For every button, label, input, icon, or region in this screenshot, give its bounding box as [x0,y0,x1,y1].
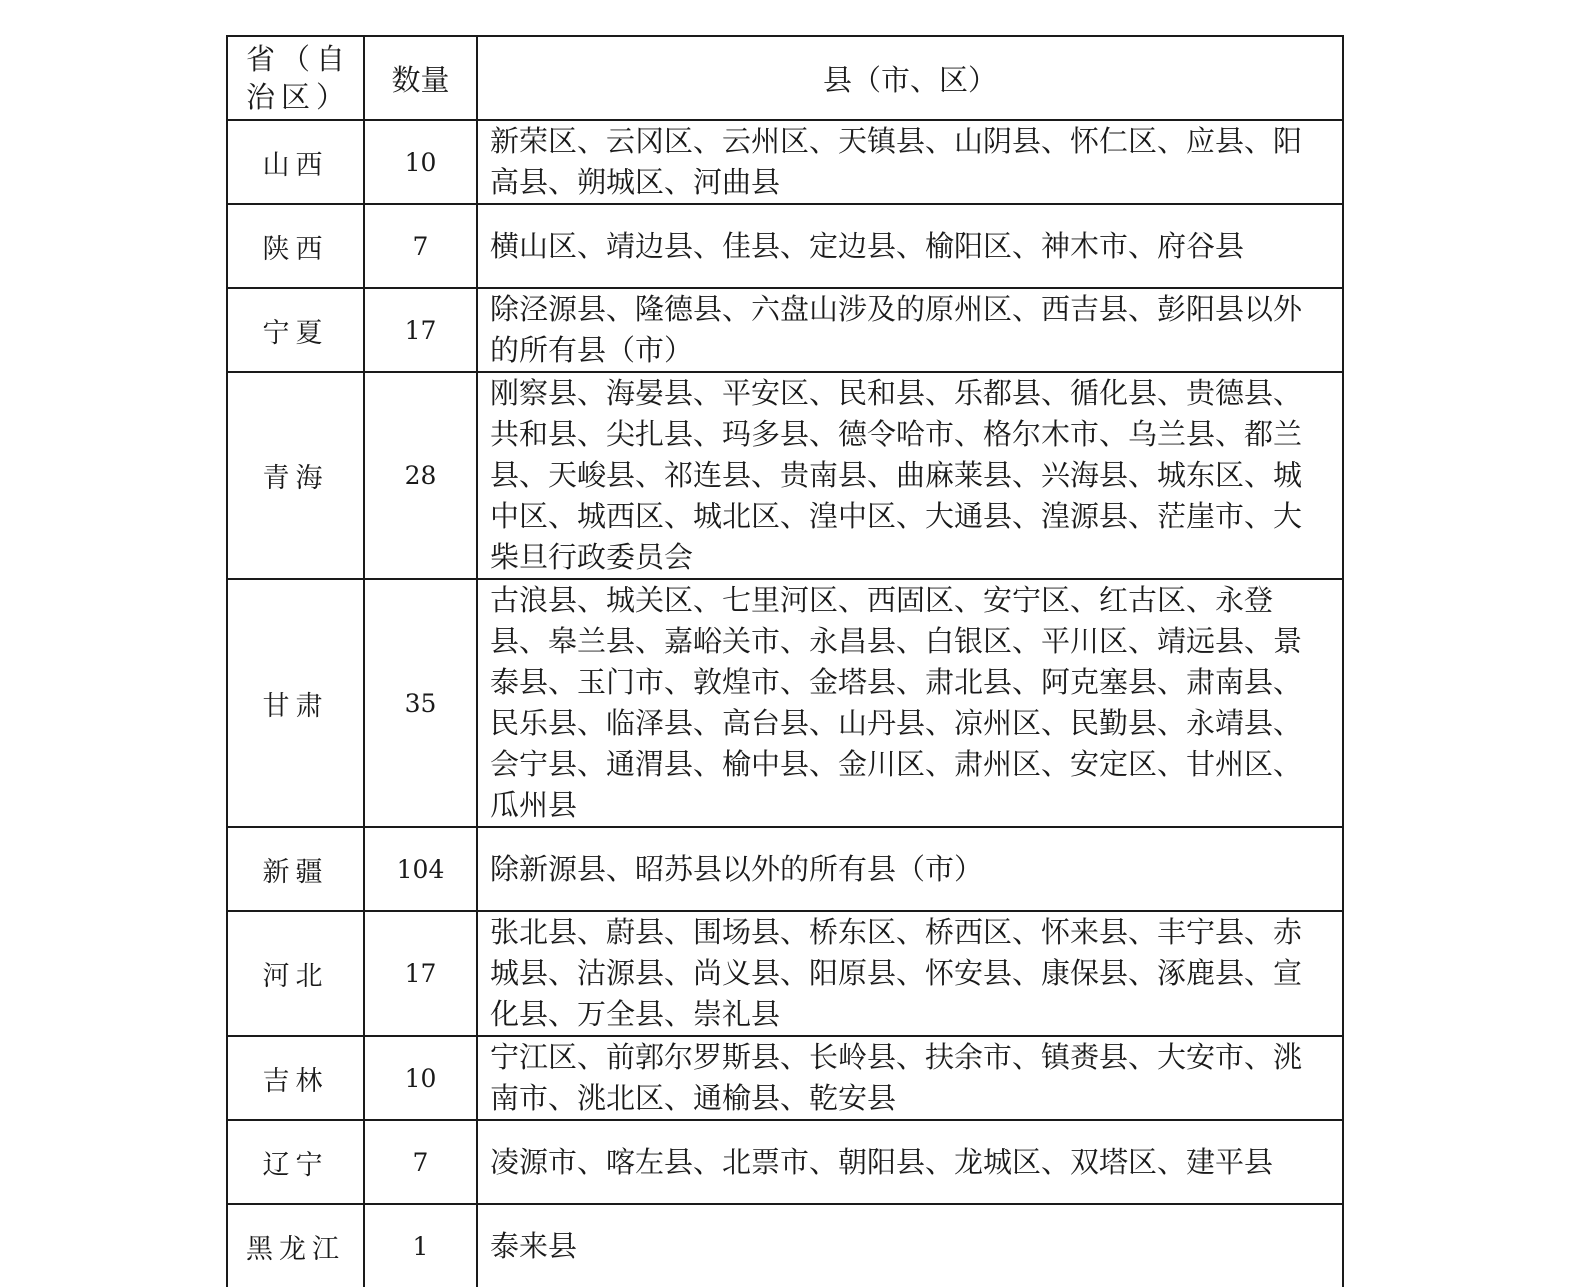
count-cell: 28 [364,372,477,579]
count-cell: 17 [364,911,477,1036]
count-cell: 17 [364,288,477,372]
table-row [227,1204,1343,1287]
province-cell: 新疆 [227,827,364,911]
counties-cell: 凌源市、喀左县、北票市、朝阳县、龙城区、双塔区、建平县 [477,1120,1343,1204]
counties-cell: 泰来县 [477,1204,1343,1287]
province-cell: 河北 [227,911,364,1036]
province-cell: 青海 [227,372,364,579]
table-row [227,911,1343,1036]
counties-cell: 宁江区、前郭尔罗斯县、长岭县、扶余市、镇赉县、大安市、洮南市、洮北区、通榆县、乾安县 [477,1036,1343,1120]
counties-cell: 新荣区、云冈区、云州区、天镇县、山阴县、怀仁区、应县、阳高县、朔城区、河曲县 [477,120,1343,204]
count-cell: 1 [364,1204,477,1287]
province-cell: 辽宁 [227,1120,364,1204]
counties-cell: 张北县、蔚县、围场县、桥东区、桥西区、怀来县、丰宁县、赤城县、沽源县、尚义县、阳原县、怀安县、康保县、涿鹿县、宣化县、万全县、崇礼县 [477,911,1343,1036]
table-header-row [227,36,1343,120]
table-row [227,372,1343,579]
header-count: 数量 [364,36,477,120]
count-cell: 7 [364,1120,477,1204]
province-cell: 宁夏 [227,288,364,372]
count-cell: 35 [364,579,477,827]
counties-cell: 横山区、靖边县、佳县、定边县、榆阳区、神木市、府谷县 [477,204,1343,288]
province-cell: 山西 [227,120,364,204]
count-cell: 104 [364,827,477,911]
table-row [227,1036,1343,1120]
table-row [227,288,1343,372]
table-row [227,1120,1343,1204]
count-cell: 10 [364,1036,477,1120]
header-province: 省（自治区） [227,36,364,120]
table-row [227,579,1343,827]
table-row [227,827,1343,911]
counties-cell: 除泾源县、隆德县、六盘山涉及的原州区、西吉县、彭阳县以外的所有县（市） [477,288,1343,372]
counties-cell: 刚察县、海晏县、平安区、民和县、乐都县、循化县、贵德县、共和县、尖扎县、玛多县、德令哈市、格尔木市、乌兰县、都兰县、天峻县、祁连县、贵南县、曲麻莱县、兴海县、城东区、城中区、城西区、城北区、湟中区、大通县、湟源县、茫崖市、大柴旦行政委员会 [477,372,1343,579]
count-cell: 10 [364,120,477,204]
count-cell: 7 [364,204,477,288]
table-row [227,120,1343,204]
province-cell: 陕西 [227,204,364,288]
province-cell: 黑龙江 [227,1204,364,1287]
header-counties: 县（市、区） [477,36,1343,120]
table-row [227,204,1343,288]
province-cell: 吉林 [227,1036,364,1120]
counties-cell: 古浪县、城关区、七里河区、西固区、安宁区、红古区、永登县、皋兰县、嘉峪关市、永昌县、白银区、平川区、靖远县、景泰县、玉门市、敦煌市、金塔县、肃北县、阿克塞县、肃南县、民乐县、临泽县、高台县、山丹县、凉州区、民勤县、永靖县、会宁县、通渭县、榆中县、金川区、肃州区、安定区、甘州区、瓜州县 [477,579,1343,827]
province-cell: 甘肃 [227,579,364,827]
region-table [226,35,1344,1287]
counties-cell: 除新源县、昭苏县以外的所有县（市） [477,827,1343,911]
